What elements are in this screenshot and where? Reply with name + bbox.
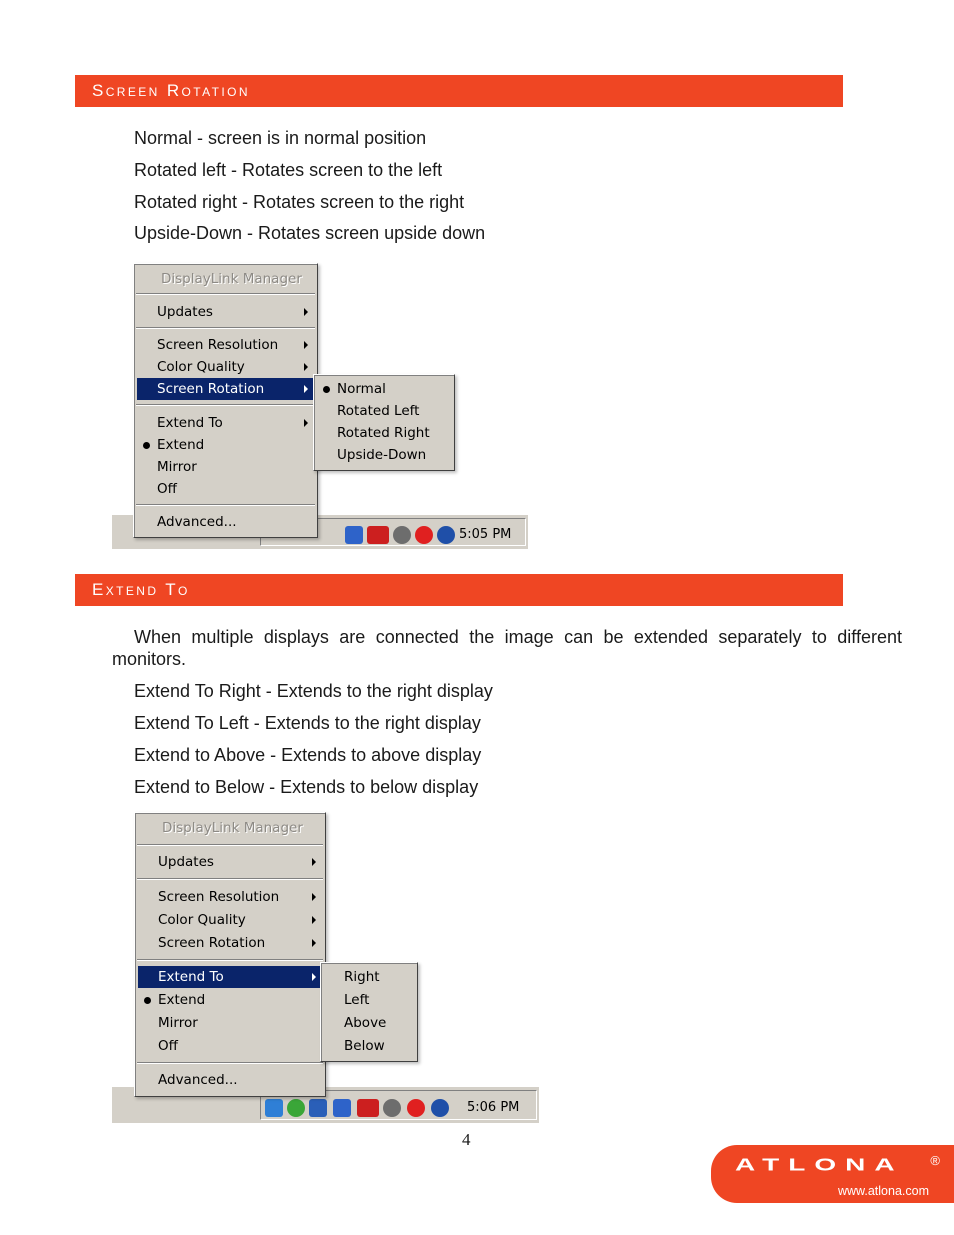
menu-item-extend[interactable]: [137, 434, 314, 456]
description-line: Rotated right - Rotates screen to the right: [134, 192, 465, 212]
menu-item-label: Advanced...: [158, 1072, 238, 1088]
menu-item-label: Updates: [158, 854, 214, 870]
logo-url: www.atlona.com: [837, 1184, 929, 1198]
menu-item-label: Above: [344, 1015, 387, 1031]
menu-item-extend[interactable]: [138, 989, 322, 1011]
menu-item-label: Below: [344, 1038, 385, 1054]
menu-item-label: Screen Resolution: [157, 337, 279, 353]
chevron-right-icon: [304, 419, 308, 427]
ati-icon[interactable]: [367, 526, 389, 544]
menu-item-label: Screen Rotation: [158, 935, 266, 951]
menu-item-label: Normal: [337, 381, 386, 397]
chevron-right-icon: [304, 308, 308, 316]
description-line: Extend to Above - Extends to above display: [134, 745, 482, 765]
extend-to-submenu: [320, 962, 418, 1062]
description-line: Upside-Down - Rotates screen upside down: [134, 223, 486, 243]
user-icon[interactable]: [287, 1099, 305, 1117]
description-line: Extend To Left - Extends to the right display: [134, 713, 481, 733]
atlona-logo: [711, 1145, 954, 1203]
displaylink-context-menu: [133, 263, 318, 538]
alert-icon[interactable]: [407, 1099, 425, 1117]
submenu-item-upside-down[interactable]: [317, 444, 451, 466]
menu-item-label: Extend To: [157, 415, 223, 431]
menu-item-color-quality[interactable]: [137, 356, 314, 378]
chevron-right-icon: [312, 939, 316, 947]
intro-paragraph: When multiple displays are connected the image can be extended separately to different monitors.: [112, 627, 902, 669]
radio-bullet-icon: [144, 997, 151, 1004]
submenu-item-right[interactable]: [324, 966, 414, 988]
alert-icon[interactable]: [415, 526, 433, 544]
menu-item-label: Upside-Down: [337, 447, 427, 463]
chevron-right-icon: [312, 893, 316, 901]
menu-item-label: Updates: [157, 304, 213, 320]
displaylink-context-menu: [134, 812, 326, 1097]
menu-item-color-quality[interactable]: [138, 909, 322, 931]
menu-item-screen-resolution[interactable]: [138, 886, 322, 908]
menu-item-extend-to[interactable]: [137, 412, 314, 434]
tray-clock[interactable]: 5:05 PM: [459, 527, 512, 542]
menu-item-advanced[interactable]: [137, 511, 314, 533]
globe-icon[interactable]: [437, 526, 455, 544]
radio-bullet-icon: [143, 442, 150, 449]
submenu-item-below[interactable]: [324, 1035, 414, 1057]
radio-bullet-icon: [323, 386, 330, 393]
menu-item-label: Rotated Left: [337, 403, 420, 419]
menu-item-mirror[interactable]: [137, 456, 314, 478]
menu-item-label: Rotated Right: [337, 425, 430, 441]
logo-wordmark: ATLONA: [735, 1155, 904, 1175]
menu-item-screen-rotation[interactable]: [138, 932, 322, 954]
messenger-icon[interactable]: [265, 1099, 283, 1117]
menu-item-label: Screen Resolution: [158, 889, 280, 905]
description-line: Extend To Right - Extends to the right display: [134, 681, 493, 701]
chevron-right-icon: [304, 363, 308, 371]
registered-mark: ®: [930, 1153, 940, 1168]
description-line: Extend to Below - Extends to below display: [134, 777, 479, 797]
description-line: Rotated left - Rotates screen to the left: [134, 160, 443, 180]
ati-icon[interactable]: [357, 1099, 379, 1117]
menu-item-screen-resolution[interactable]: [137, 334, 314, 356]
section-heading-extend-to: Extend To: [75, 574, 843, 606]
menu-item-label: Screen Rotation: [157, 381, 265, 397]
submenu-item-above[interactable]: [324, 1012, 414, 1034]
menu-item-advanced[interactable]: [138, 1069, 322, 1091]
chevron-right-icon: [312, 973, 316, 981]
audio-icon[interactable]: [383, 1099, 401, 1117]
description-line: Normal - screen is in normal position: [134, 128, 427, 148]
menu-item-label: Off: [157, 481, 177, 497]
chevron-right-icon: [312, 858, 316, 866]
submenu-item-rotated-left[interactable]: [317, 400, 451, 422]
tray-clock[interactable]: 5:06 PM: [467, 1100, 520, 1115]
section-heading-screen-rotation: Screen Rotation: [75, 75, 843, 107]
menu-item-updates[interactable]: [137, 301, 314, 323]
menu-item-label: Extend: [158, 992, 206, 1008]
menu-item-extend-to[interactable]: [138, 966, 322, 988]
menu-item-label: Mirror: [158, 1015, 198, 1031]
menu-item-off[interactable]: [138, 1035, 322, 1057]
monitor-icon[interactable]: [333, 1099, 351, 1117]
submenu-item-rotated-right[interactable]: [317, 422, 451, 444]
menu-item-mirror[interactable]: [138, 1012, 322, 1034]
chevron-right-icon: [304, 385, 308, 393]
menu-item-label: Extend To: [158, 969, 224, 985]
chevron-right-icon: [312, 916, 316, 924]
page-number: 4: [462, 1130, 471, 1149]
audio-icon[interactable]: [393, 526, 411, 544]
menu-header: DisplayLink Manager: [162, 820, 303, 836]
menu-header: DisplayLink Manager: [161, 271, 302, 287]
menu-item-label: Off: [158, 1038, 178, 1054]
chevron-right-icon: [304, 341, 308, 349]
menu-item-label: Mirror: [157, 459, 197, 475]
menu-item-off[interactable]: [137, 478, 314, 500]
submenu-item-normal[interactable]: [317, 378, 451, 400]
menu-item-label: Left: [344, 992, 370, 1008]
rotation-submenu: [313, 374, 455, 471]
menu-item-updates[interactable]: [138, 851, 322, 873]
submenu-item-left[interactable]: [324, 989, 414, 1011]
menu-item-label: Color Quality: [158, 912, 246, 928]
network-icon[interactable]: [309, 1099, 327, 1117]
menu-item-label: Right: [344, 969, 380, 985]
menu-item-label: Extend: [157, 437, 205, 453]
monitor-icon[interactable]: [345, 526, 363, 544]
menu-item-screen-rotation[interactable]: [137, 378, 314, 400]
menu-item-label: Advanced...: [157, 514, 237, 530]
menu-item-label: Color Quality: [157, 359, 245, 375]
globe-icon[interactable]: [431, 1099, 449, 1117]
